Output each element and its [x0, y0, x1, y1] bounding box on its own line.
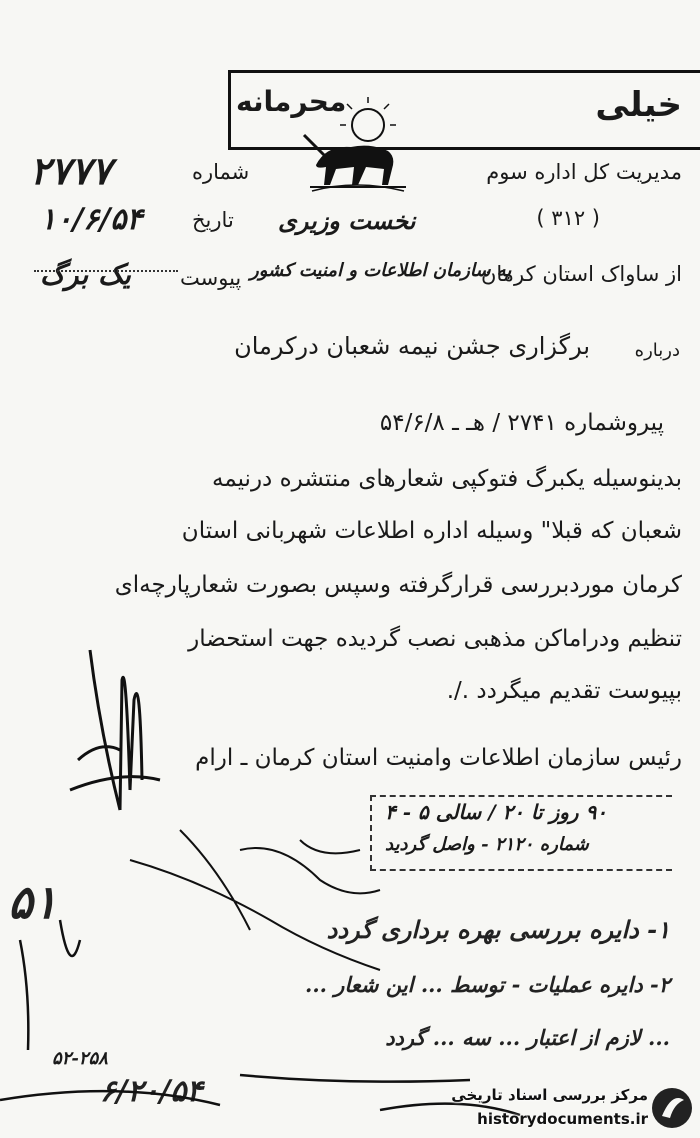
department-code: ( ۳۱۲ ) [536, 206, 600, 230]
subject-text: برگزاری جشن نیمه شعبان درکرمان [234, 332, 590, 360]
attachment-label: پیوست [180, 266, 242, 290]
note-code: ۵۲-۲۵۸ [52, 1048, 108, 1069]
subject-label: درباره [634, 340, 680, 361]
watermark-text-fa: مرکز بررسی اسناد تاریخی [451, 1086, 648, 1104]
watermark-text-en: historydocuments.ir [477, 1110, 648, 1128]
sender-line: از ساواک استان کرمان [480, 262, 682, 286]
department-name: مدیریت کل اداره سوم [486, 160, 682, 184]
note-item-3: ... لازم از اعتبار ... سه ... گردد [385, 1025, 670, 1050]
note-item-1: ۱- دایره بررسی بهره برداری گردد [326, 915, 670, 944]
note-item-2: ۲- دایره عملیات - توسط ... این شعار ... [305, 972, 670, 997]
stamp-word-left: محرمانه [236, 85, 347, 118]
archive-logo-icon [650, 1086, 694, 1130]
watermark [450, 1078, 700, 1138]
note-big-number: ۵۱ [8, 875, 58, 929]
stamp-word-right: خیلی [595, 85, 682, 125]
body-line-1: بدینوسیله یکبرگ فتوکپی شعارهای منتشره درنیمه [211, 466, 682, 492]
letter-number-value: ۲۷۷۷ [30, 148, 112, 193]
letter-number-label: شماره [192, 160, 250, 184]
registry-line-2: شماره ۲۱۲۰ - واصل گردید [385, 834, 589, 855]
registry-line-1: ۹۰ روز تا ۲۰ / سالی ۵ - ۴ [385, 800, 608, 824]
body-line-4: تنظیم ودراماکن مذهبی نصب گردیده جهت استحضار [188, 626, 682, 652]
margin-scribble [60, 640, 180, 820]
addressee-line: به سازمان اطلاعات و امنیت کشور [250, 260, 512, 281]
recipient-office: نخست وزیری [278, 206, 416, 235]
signature-line: رئیس سازمان اطلاعات وامنیت استان کرمان ـ ارام [195, 745, 682, 771]
letter-date-value: ۱۰/۶/۵۴ [40, 202, 143, 237]
letter-date-label: تاریخ [192, 208, 234, 232]
note-date-scrawl: ۶/۲۰/۵۴ [100, 1074, 203, 1109]
body-line-5: بپیوست تقدیم میگردد ./. [446, 678, 682, 704]
attachment-dotted-line [34, 270, 178, 272]
body-line-3: کرمان موردبررسی قرارگرفته وسپس بصورت شعارپارچه‌ای [114, 572, 682, 598]
reference-line: پیروشماره ۲۷۴۱ / هـ ـ ۵۴/۶/۸ [379, 410, 664, 436]
lion-sun-emblem-icon [296, 95, 416, 195]
body-line-2: شعبان که قبلا" وسیله اداره اطلاعات شهربانی استان [181, 518, 682, 544]
attachment-value: یک برگ [40, 258, 131, 291]
